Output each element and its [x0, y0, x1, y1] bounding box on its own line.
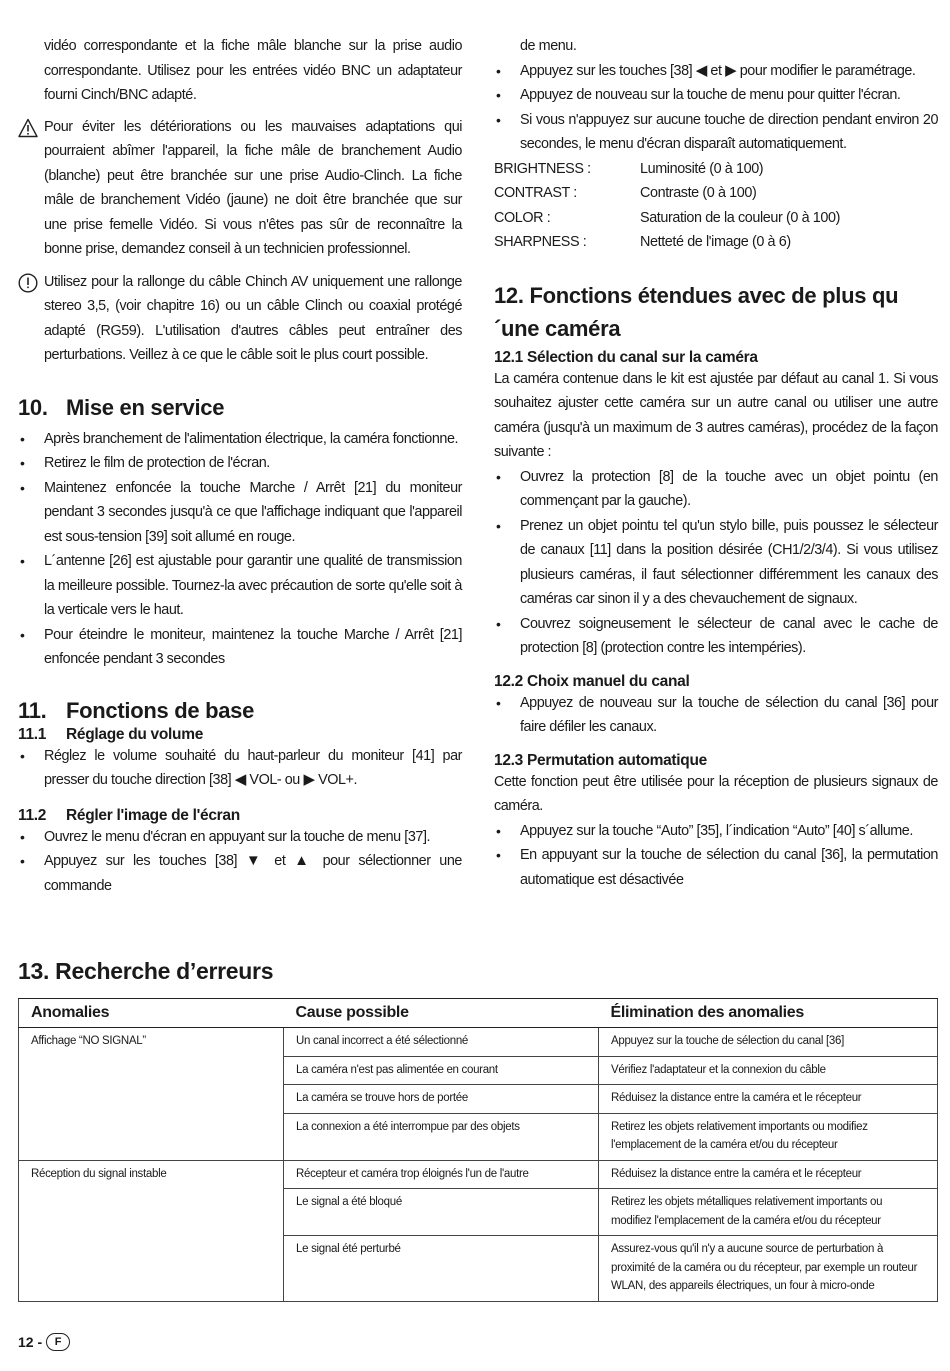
header-cause: Cause possible	[284, 999, 599, 1028]
volume-text-c: VOL+.	[318, 772, 358, 788]
list-item: • Ouvrez le menu d'écran en appuyant sur la touche de menu [37].	[18, 825, 462, 850]
setting-key: CONTRAST :	[494, 185, 577, 201]
table-row	[19, 1028, 938, 1057]
troubleshooting-table	[18, 998, 938, 1302]
fix-cell: Réduisez la distance entre la caméra et le récepteur	[599, 1085, 938, 1114]
right-arrow-icon: ▶	[725, 61, 737, 79]
subsection-11-2-heading	[18, 807, 462, 825]
subsection-12-3-text: Cette fonction peut être utilisée pour la réception de plusieurs signaux de caméra.	[494, 773, 938, 814]
caution-note-text: Utilisez pour la rallonge du câble Chinch AV uniquement une rallonge stereo 3,5, (voir chapitre 16) ou un câble Clinch ou coaxial protégé adapté (RG59). L'utilisation d'autres câbles peut entraîner des perturbations. Veillez à ce que le câble soit le plus court possible.	[44, 273, 462, 363]
intro-paragraph: vidéo correspondante et la fiche mâle blanche sur la prise audio correspondante. Utilisez pour les entrées vidéo BNC un adaptateur fourni Cinch/BNC adapté.	[44, 38, 462, 103]
modify-text-a: Appuyez sur les touches [38]	[520, 62, 693, 79]
anomaly-cell: Réception du signal instable	[19, 1160, 284, 1301]
section-number: 10.	[18, 394, 48, 420]
subsection-12-3-heading: 12.3 Permutation automatique	[494, 751, 707, 769]
warning-triangle-icon	[18, 118, 38, 138]
language-badge: F	[46, 1333, 70, 1351]
volume-text-b: VOL- ou	[249, 772, 300, 788]
header-fix: Élimination des anomalies	[599, 999, 938, 1028]
fix-cell: Réduisez la distance entre la caméra et le récepteur	[599, 1160, 938, 1189]
cause-cell: Le signal a été bloqué	[284, 1189, 599, 1236]
setting-key: SHARPNESS :	[494, 234, 587, 250]
warning-note-text: Pour éviter les détériorations ou les mauvaises adaptations qui pourraient abîmer l'appareil, la fiche mâle de branchement Audio (blanche) peut être branchée sur une prise Audio-Clinch. La fiche mâle de branchement Vidéo (jaune) ne doit être branchée que sur une prise femelle Vidéo. Si vous n'êtes pas sûr de reconnaître la bonne prise, demandez conseil à un technicien professionnel.	[44, 118, 462, 257]
right-column	[494, 34, 938, 892]
section-number: 11.	[18, 697, 47, 723]
fix-cell: Assurez-vous qu'il n'y a aucune source de perturbation à proximité de la caméra ou du récepteur, par exemple un routeur WLAN, des appareils électriques, un four à micro-onde	[611, 1243, 918, 1292]
select-text-b: et	[274, 853, 286, 869]
fix-cell: Retirez les objets métalliques relativement importants ou modifiez l'emplacement de la caméra et/ou du récepteur	[599, 1189, 938, 1236]
down-arrow-icon: ▼	[245, 852, 266, 869]
cause-cell: La caméra n'est pas alimentée en courant	[284, 1056, 599, 1085]
section-title: Mise en service	[66, 394, 225, 420]
table-header-row	[19, 999, 938, 1028]
exclamation-circle-icon	[18, 273, 38, 293]
subsection-number: 11.2	[18, 806, 47, 824]
setting-value: Netteté de l'image (0 à 6)	[640, 234, 791, 250]
setting-key: COLOR :	[494, 209, 551, 226]
fix-cell: Retirez les objets relativement importants ou modifiez l'emplacement de la caméra et/ou du récepteur	[599, 1113, 938, 1160]
page-footer	[18, 1333, 70, 1351]
volume-instruction	[18, 744, 462, 793]
cause-cell: Le signal été perturbé	[284, 1236, 599, 1302]
modify-instruction	[494, 59, 938, 84]
list-item: • Retirez le film de protection de l'écran.	[18, 451, 462, 476]
list-item: • Ouvrez la protection [8] de la touche avec un objet pointu (en commençant par la gauche).	[494, 465, 938, 514]
cause-cell: Récepteur et caméra trop éloignés l'un de l'autre	[284, 1160, 599, 1189]
table-row	[19, 1160, 938, 1189]
subsection-12-1-text: La caméra contenue dans le kit est ajustée par défaut au canal 1. Si vous souhaitez ajuster cette caméra sur un autre canal ou utiliser une autre caméra (jusqu'à un maximum de 3 autres caméras), procédez de la façon suivante :	[494, 370, 938, 460]
subsection-12-1-heading: 12.1 Sélection du canal sur la caméra	[494, 348, 758, 366]
cause-cell: La caméra se trouve hors de portée	[284, 1085, 599, 1114]
list-item: • Après branchement de l'alimentation électrique, la caméra fonctionne.	[18, 427, 462, 452]
setting-value: Contraste (0 à 100)	[640, 185, 757, 201]
subsection-number: 11.1	[18, 725, 47, 743]
select-text-a: Appuyez sur les touches [38]	[44, 853, 238, 869]
left-column	[18, 34, 462, 898]
list-item: • Appuyez sur la touche “Auto” [35], l´indication “Auto” [40] s´allume.	[494, 819, 938, 844]
cause-cell: La connexion a été interrompue par des objets	[284, 1113, 599, 1160]
warning-note	[18, 115, 462, 262]
left-arrow-icon: ◀	[695, 61, 707, 79]
setting-key: BRIGHTNESS :	[494, 160, 591, 177]
volume-text-a: Réglez le volume souhaité du haut-parleur du moniteur [41] par presser du touche direction [38]	[44, 747, 462, 788]
up-arrow-icon: ▲	[294, 852, 314, 869]
list-item: • Prenez un objet pointu tel qu'un stylo bille, puis poussez le sélecteur de canaux [11] dans la position désirée (CH1/2/3/4). Si vous utilisez plusieurs caméras, il faut sélectionner différemment les canaux des caméras car sinon il y a des chevauchement de signaux.	[494, 514, 938, 612]
subsection-title: Réglage du volume	[66, 725, 204, 743]
settings-list	[494, 157, 938, 255]
caution-note	[18, 270, 462, 368]
list-item: • Si vous n'appuyez sur aucune touche de direction pendant environ 20 secondes, le menu d'écran disparaît automatiquement.	[494, 108, 938, 157]
fix-cell: Vérifiez l'adaptateur et la connexion du câble	[599, 1056, 938, 1085]
section-13-heading: 13. Recherche d’erreurs	[18, 958, 274, 984]
header-anomalies: Anomalies	[19, 999, 284, 1028]
list-item: • Pour éteindre le moniteur, maintenez la touche Marche / Arrêt [21] enfoncée pendant 3 secondes	[18, 623, 462, 672]
section-11-heading	[18, 698, 462, 724]
modify-text-b: et	[710, 62, 722, 79]
continued-text: de menu.	[520, 38, 577, 54]
cause-cell: Un canal incorrect a été sélectionné	[284, 1028, 599, 1057]
list-item: • Couvrez soigneusement le sélecteur de canal avec le cache de protection [8] (protection contre les intempéries).	[494, 612, 938, 661]
anomaly-cell: Affichage “NO SIGNAL”	[19, 1028, 284, 1161]
subsection-11-1-heading	[18, 726, 462, 744]
section-10-heading	[18, 395, 462, 421]
setting-value: Luminosité (0 à 100)	[640, 160, 764, 177]
subsection-12-2-heading: 12.2 Choix manuel du canal	[494, 672, 690, 690]
right-arrow-icon: ▶	[303, 771, 315, 788]
section-10-list	[18, 427, 462, 672]
list-item: • En appuyant sur la touche de sélection du canal [36], la permutation automatique est désactivée	[494, 843, 938, 892]
list-item: • Appuyez de nouveau sur la touche de sélection du canal [36] pour faire défiler les canaux.	[494, 691, 938, 740]
select-text-c: pour sélectionner une commande	[44, 853, 462, 894]
section-title: Fonctions de base	[66, 697, 255, 723]
page-number: 12 -	[18, 1334, 43, 1350]
section-12-heading: 12. Fonctions étendues avec de plus qu´une caméra	[494, 282, 899, 341]
fix-cell: Appuyez sur la touche de sélection du canal [36]	[599, 1028, 938, 1057]
setting-value: Saturation de la couleur (0 à 100)	[640, 209, 840, 226]
list-item: • Appuyez de nouveau sur la touche de menu pour quitter l'écran.	[494, 83, 938, 108]
left-arrow-icon: ◀	[234, 771, 246, 788]
list-item: • L´antenne [26] est ajustable pour garantir une qualité de transmission la meilleure possible. Tournez-la avec précaution de sorte qu'elle soit à la verticale vers le haut.	[18, 549, 462, 623]
subsection-title: Régler l'image de l'écran	[66, 806, 240, 824]
select-instruction	[18, 849, 462, 898]
list-item: • Maintenez enfoncée la touche Marche / Arrêt [21] du moniteur pendant 3 secondes jusqu'à ce que l'affichage indiquant que l'appareil est sous-tension [39] soit allumé en rouge.	[18, 476, 462, 550]
modify-text-c: pour modifier le paramétrage.	[739, 62, 916, 79]
